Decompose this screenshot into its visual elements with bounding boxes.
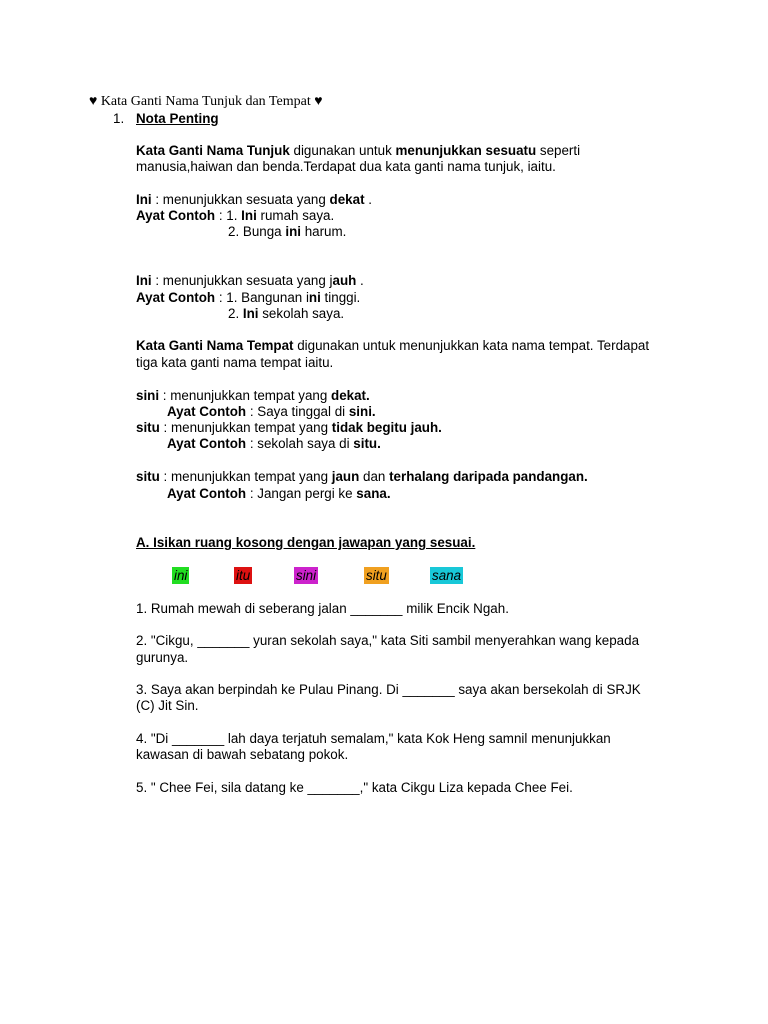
example-line: Ayat Contoh : 1. Ini rumah saya. xyxy=(136,208,335,223)
title-text: Kata Ganti Nama Tunjuk dan Tempat xyxy=(100,94,311,109)
option-sini: sini xyxy=(296,568,317,583)
question-4: 4. "Di _______ lah daya terjatuh semalam," kata Kok Heng samnil menunjukkan xyxy=(136,731,611,746)
question-2-cont: gurunya. xyxy=(136,650,189,665)
question-3-cont: (C) Jit Sin. xyxy=(136,698,199,713)
definition-line: situ : menunjukkan tempat yang tidak begitu jauh. xyxy=(136,420,442,435)
section-number: 1. xyxy=(113,111,125,126)
heart-icon: ♥ xyxy=(89,94,98,109)
heart-icon: ♥ xyxy=(314,94,323,109)
exercise-heading: A. Isikan ruang kosong dengan jawapan yang sesuai. xyxy=(136,535,476,550)
question-2: 2. "Cikgu, _______ yuran sekolah saya," kata Siti sambil menyerahkan wang kepada xyxy=(136,633,640,648)
document-title xyxy=(89,94,323,110)
paragraph-line: Kata Ganti Nama Tunjuk digunakan untuk menunjukkan sesuatu seperti xyxy=(136,143,581,158)
question-1: 1. Rumah mewah di seberang jalan _______ milik Encik Ngah. xyxy=(136,601,509,616)
section-heading: Nota Penting xyxy=(136,111,219,126)
example-line: 2. Ini sekolah saya. xyxy=(228,306,345,321)
option-itu: itu xyxy=(236,568,251,583)
definition-line: Ini : menunjukkan sesuata yang jauh . xyxy=(136,273,364,288)
example-line: Ayat Contoh : Jangan pergi ke sana. xyxy=(167,486,391,501)
question-5: 5. " Chee Fei, sila datang ke _______," kata Cikgu Liza kepada Chee Fei. xyxy=(136,780,573,795)
question-3: 3. Saya akan berpindah ke Pulau Pinang. Di _______ saya akan bersekolah di SRJK xyxy=(136,682,641,697)
option-sana: sana xyxy=(432,568,462,583)
example-line: 2. Bunga ini harum. xyxy=(228,224,347,239)
paragraph-line: tiga kata ganti nama tempat iaitu. xyxy=(136,355,334,370)
example-line: Ayat Contoh : sekolah saya di situ. xyxy=(167,436,381,451)
definition-line: Ini : menunjukkan sesuata yang dekat . xyxy=(136,192,372,207)
question-4-cont: kawasan di bawah sebatang pokok. xyxy=(136,747,349,762)
definition-line: sini : menunjukkan tempat yang dekat. xyxy=(136,388,370,403)
example-line: Ayat Contoh : Saya tinggal di sini. xyxy=(167,404,376,419)
paragraph-line: manusia,haiwan dan benda.Terdapat dua kata ganti nama tunjuk, iaitu. xyxy=(136,159,556,174)
option-situ: situ xyxy=(366,568,387,583)
paragraph-line: Kata Ganti Nama Tempat digunakan untuk menunjukkan kata nama tempat. Terdapat xyxy=(136,338,650,353)
option-ini: ini xyxy=(174,568,188,583)
example-line: Ayat Contoh : 1. Bangunan ini tinggi. xyxy=(136,290,361,305)
definition-line: situ : menunjukkan tempat yang jaun dan terhalang daripada pandangan. xyxy=(136,469,588,484)
